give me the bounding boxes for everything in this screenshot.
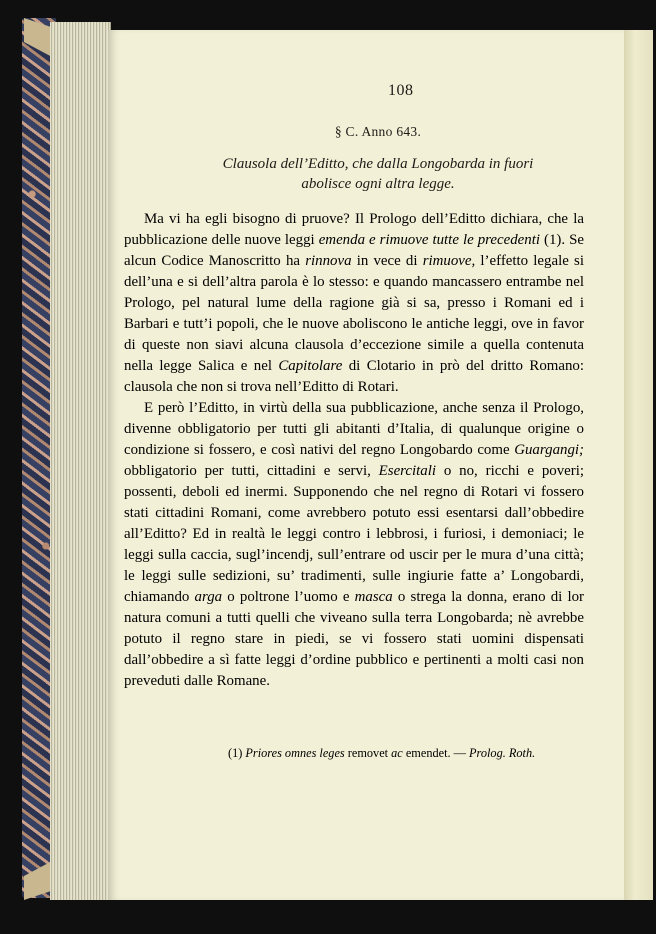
italic-run: rinnova <box>305 253 352 269</box>
title-line-1: Clausola dell’Editto, che dalla Longobarda in fuori <box>222 156 534 172</box>
text-run: E però l’Editto, in virtù della sua pubblicazione, anche senza il Prologo, divenne obbligatorio per tutti gli abitanti d’Italia, di qualunque origine o condizione si fossero, e così nativi del regno Longobardo come <box>124 400 584 458</box>
text-run: emendet. — <box>402 746 470 760</box>
paragraph <box>124 398 584 692</box>
footnote <box>228 744 588 762</box>
section-header-text: § C. Anno 643. <box>334 124 422 139</box>
section-header <box>108 124 624 140</box>
italic-run: Esercitali <box>378 463 437 479</box>
text-run: Ma vi ha egli bisogno di pruove? Il Prologo dell’Editto dichiara, che la pubblicazione delle nuove leggi <box>124 211 584 248</box>
section-title <box>108 154 624 194</box>
italic-run: Prolog. Roth. <box>469 746 536 760</box>
page-number: 108 <box>388 82 414 99</box>
text-run: o strega la donna, erano di lor natura comuni a tutti quelli che viveano sulla terra Longobarda; nè avrebbe potuto il regno stare in piedi, se vi fossero stati uomini dispensati dall’obbedire a sì fatte leggi d’ordine pubblico e pertinenti a molti casi non preveduti dalle Romane. <box>124 589 585 689</box>
title-line-2: abolisce ogni altra legge. <box>301 176 455 192</box>
paragraph <box>124 209 584 398</box>
body-text <box>124 209 584 692</box>
text-run: o no, ricchi e poveri; possenti, deboli ed inermi. Supponendo che nel regno di Rotari vi fossero stati cittadini Romani, come avrebbero potuto essi esentarsi dall’obbedire all’Editto? Ed in realtà le leggi contro i lebbrosi, i furiosi, i demoniaci; le leggi sulla caccia, sugl’incendj, sull’entrare od uscir per le mura d’una città; le leggi sulle sedizioni, su’ tradimenti, sulle ingiurie fatte a’ Longobardi, chiamando <box>124 463 584 605</box>
text-run: di Clotario in prò del dritto Romano: clausola che non si trova nell’Editto di Rotari. <box>124 358 584 395</box>
text-run: obbligatorio per tutti, cittadini e servi, <box>124 463 379 479</box>
italic-run: masca <box>354 589 393 605</box>
italic-run: Capitolare <box>278 358 343 374</box>
italic-run: ac <box>391 746 403 760</box>
text-run: o poltrone l’uomo e <box>222 589 355 605</box>
page-edges <box>50 22 111 900</box>
text-run: l’effetto legale si dell’una e si dell’altra parola è lo stesso: e quando mancassero entrambe nel Prologo, pel natural lume della ragione già si sa, presso i Romani ed i Barbari e tutt’i popoli, che le nuove aboliscono le antiche leggi, ove in favor di queste non siavi alcuna clausola d’eccezione simile a quella contenuta nella legge Salica e nel <box>124 253 584 374</box>
italic-run: arga <box>194 589 223 605</box>
text-run: (1). Se alcun Codice Manoscritto ha <box>124 232 585 269</box>
italic-run: Guargangi; <box>514 442 584 458</box>
italic-run: emenda e rimuove tutte le precedenti <box>318 232 540 248</box>
italic-run: rimuove, <box>422 253 476 269</box>
text-run: (1) <box>228 746 246 760</box>
text-run: in vece di <box>351 253 423 269</box>
text-run: removet <box>344 746 392 760</box>
italic-run: Priores omnes leges <box>245 746 345 760</box>
